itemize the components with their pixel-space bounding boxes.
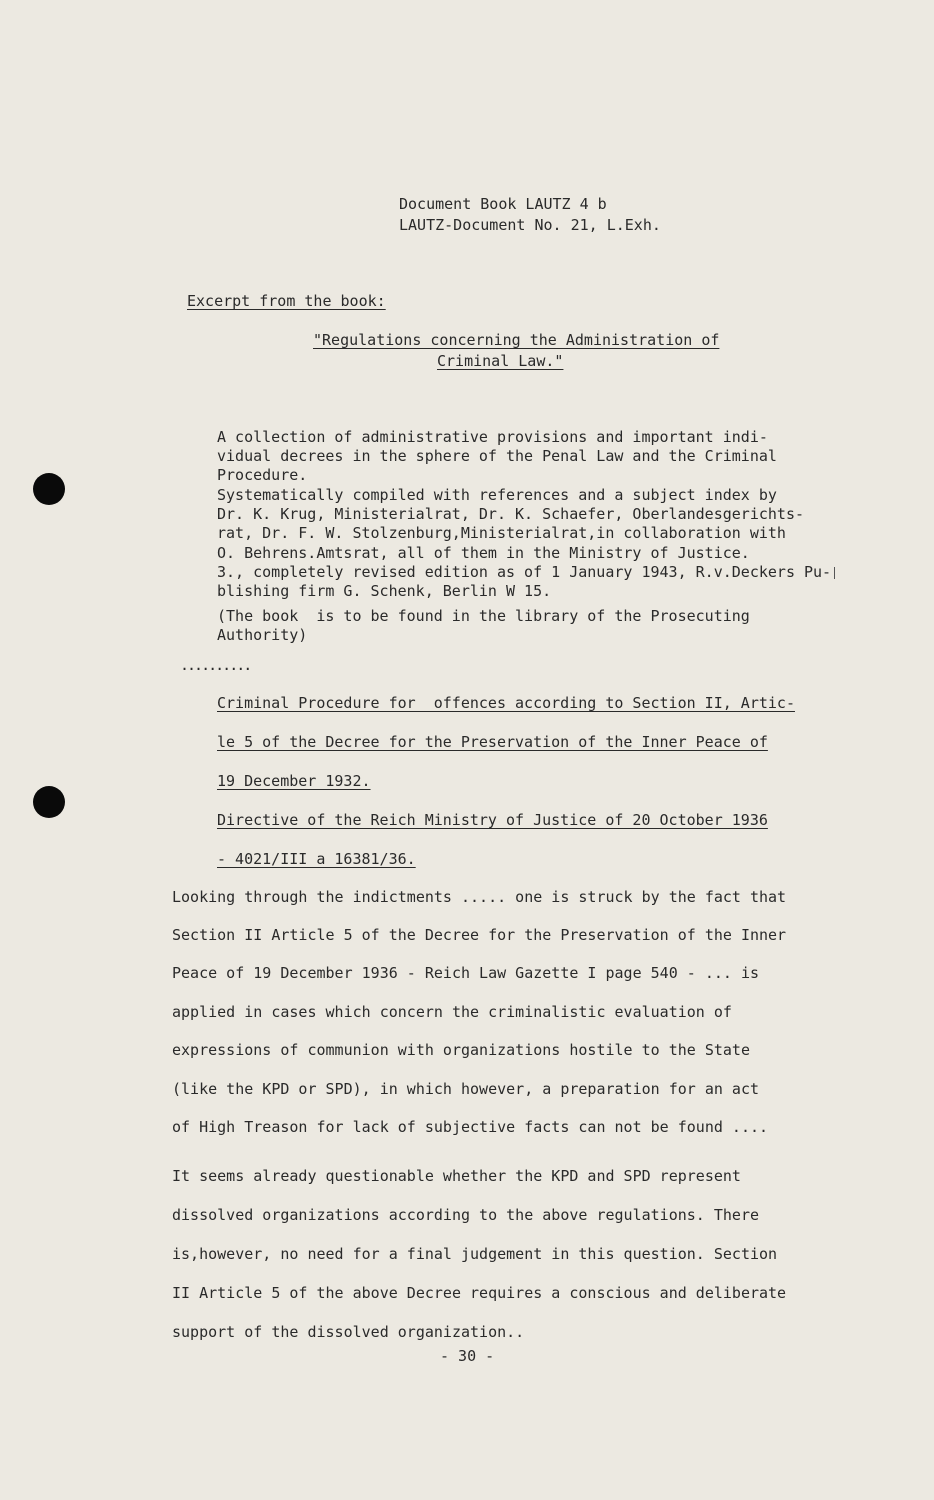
- library-note-line: (The book is to be found in the library of the Prosecuting: [217, 607, 750, 625]
- header-document-line: LAUTZ-Document No. 21, L.Exh.: [399, 216, 661, 234]
- procedure-heading-line: 19 December 1932.: [217, 772, 371, 790]
- excerpt-label: Excerpt from the book:: [187, 292, 386, 310]
- body-line: support of the dissolved organization..: [172, 1323, 525, 1341]
- collection-line: Dr. K. Krug, Ministerialrat, Dr. K. Schaefer, Oberlandesgerichts-: [217, 505, 804, 523]
- body-line: is,however, no need for a final judgement in this question. Section: [172, 1245, 778, 1263]
- body-line: Peace of 19 December 1936 - Reich Law Gazette I page 540 - ... is: [172, 964, 759, 982]
- collection-line: vidual decrees in the sphere of the Penal Law and the Criminal: [217, 447, 777, 465]
- collection-line: Systematically compiled with references and a subject index by: [217, 486, 777, 504]
- library-note-line: Authority): [217, 626, 308, 644]
- procedure-heading-line: Directive of the Reich Ministry of Justice of 20 October 1936: [217, 811, 768, 829]
- collection-line: O. Behrens.Amtsrat, all of them in the Ministry of Justice.: [217, 544, 750, 562]
- body-line: Looking through the indictments ..... one is struck by the fact that: [172, 888, 787, 906]
- body-line: expressions of communion with organizations hostile to the State: [172, 1041, 750, 1059]
- body-line: It seems already questionable whether the KPD and SPD represent: [172, 1167, 741, 1185]
- collection-line: rat, Dr. F. W. Stolzenburg,Ministerialrat,in collaboration with: [217, 524, 786, 542]
- collection-line: A collection of administrative provisions and important indi-: [217, 428, 768, 446]
- section-ellipsis: ..........: [180, 656, 251, 674]
- punch-hole-bottom: [33, 786, 65, 818]
- body-line: dissolved organizations according to the above regulations. There: [172, 1206, 759, 1224]
- margin-mark: [834, 567, 835, 579]
- body-line: (like the KPD or SPD), in which however, a preparation for an act: [172, 1080, 759, 1098]
- body-line: Section II Article 5 of the Decree for the Preservation of the Inner: [172, 926, 787, 944]
- punch-hole-top: [33, 473, 65, 505]
- body-line: of High Treason for lack of subjective facts can not be found ....: [172, 1118, 769, 1136]
- collection-line: blishing firm G. Schenk, Berlin W 15.: [217, 582, 552, 600]
- collection-line: 3., completely revised edition as of 1 January 1943, R.v.Deckers Pu-: [217, 563, 832, 581]
- header-book-line: Document Book LAUTZ 4 b: [399, 195, 607, 213]
- procedure-heading-line: - 4021/III a 16381/36.: [217, 850, 416, 868]
- procedure-heading-line: le 5 of the Decree for the Preservation of the Inner Peace of: [217, 733, 768, 751]
- book-title-line-1: "Regulations concerning the Administration of: [313, 331, 720, 349]
- body-line: applied in cases which concern the criminalistic evaluation of: [172, 1003, 732, 1021]
- body-line: II Article 5 of the above Decree requires a conscious and deliberate: [172, 1284, 787, 1302]
- procedure-heading-line: Criminal Procedure for offences according to Section II, Artic-: [217, 694, 795, 712]
- book-title-line-2: Criminal Law.": [437, 352, 564, 370]
- page-number: - 30 -: [440, 1347, 495, 1365]
- collection-line: Procedure.: [217, 466, 308, 484]
